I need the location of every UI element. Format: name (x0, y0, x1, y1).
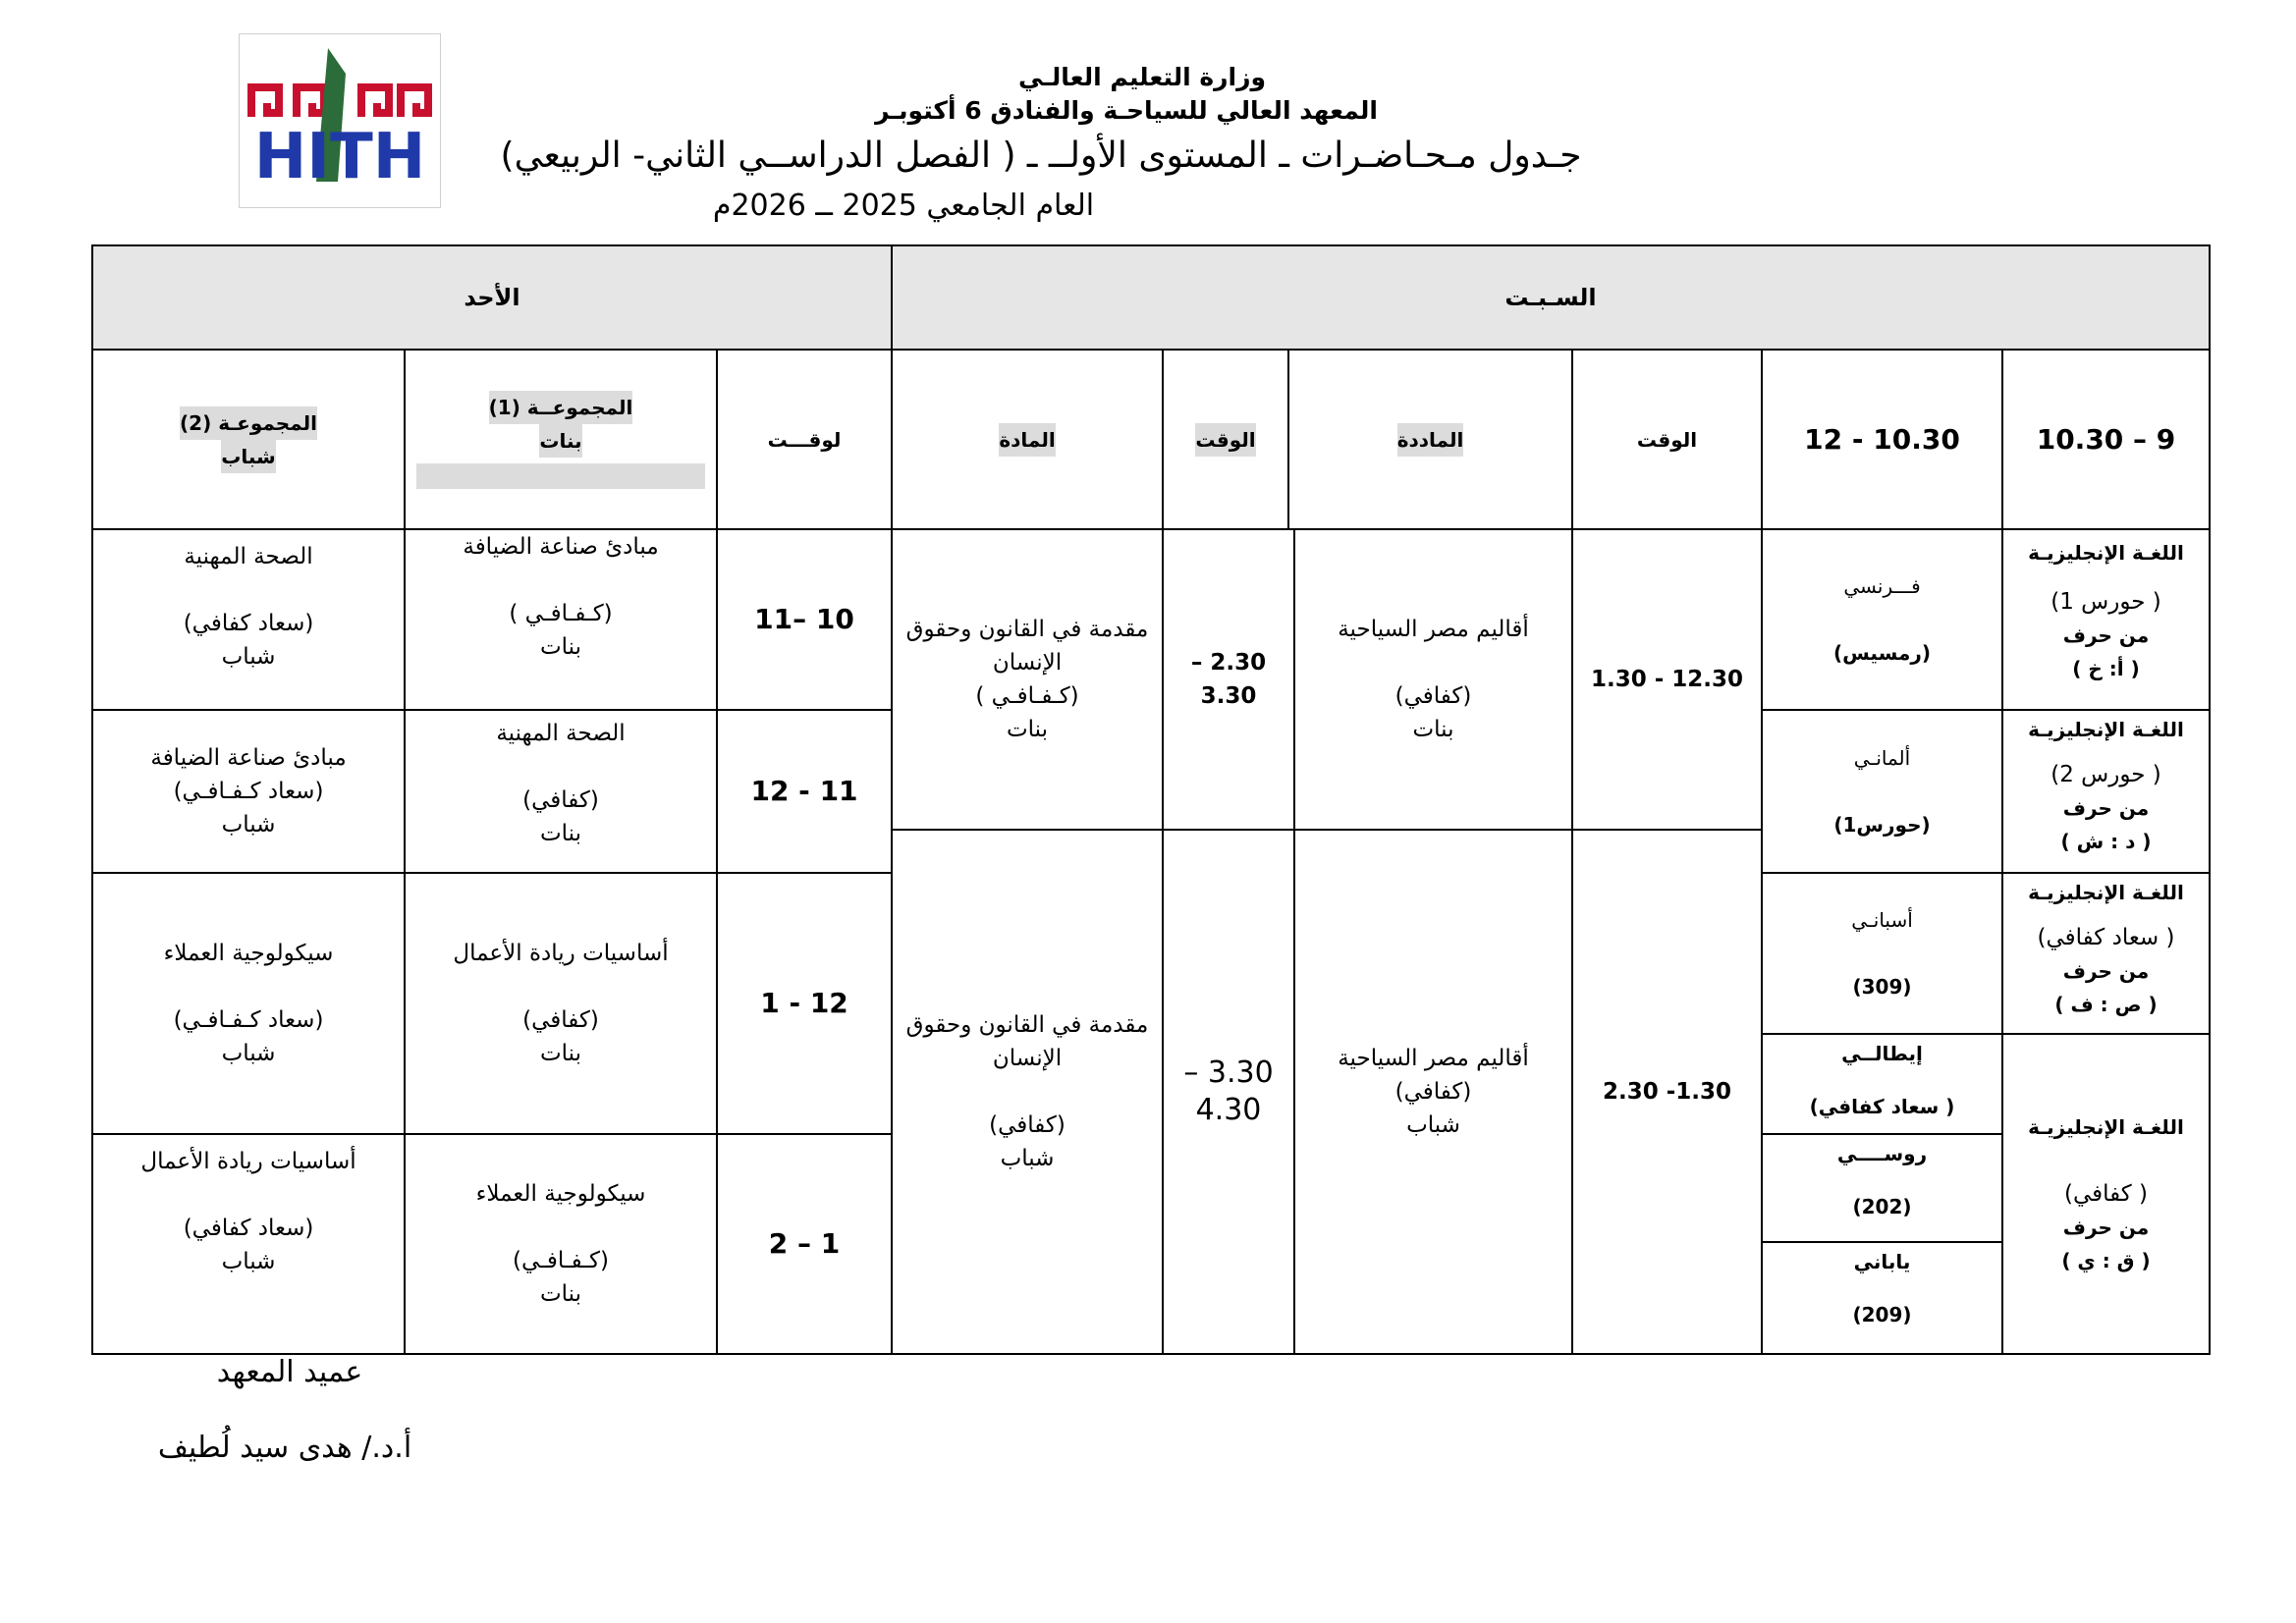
language-room: (309) (1852, 975, 1912, 999)
language-cell-japanese (1761, 1241, 2003, 1355)
course-room: (كـفـافـي) (513, 1248, 609, 1273)
group1-title: المجموعــة (1) (489, 391, 633, 424)
course-subject: مبادئ صناعة الضيافة (150, 745, 347, 771)
course-group: بنات (540, 1041, 582, 1066)
english-subject: اللغـة الإنجليزيـة (2028, 881, 2184, 904)
language-name: روســــي (1836, 1142, 1928, 1165)
course-subject: مقدمة في القانون وحقوق الإنسان (905, 617, 1149, 676)
course-room: (كفافي) (989, 1112, 1066, 1138)
language-room: (رمسيس) (1833, 641, 1931, 665)
english-course: ( سعاد كفافي) (2037, 925, 2175, 950)
institute-name: المعهد العالي للسياحـة والفنادق 6 أكتوبـر (875, 96, 1378, 125)
english-range-label: من حرف (2062, 796, 2150, 820)
sunday-row1-group1 (404, 528, 718, 711)
english-range-label: من حرف (2062, 1216, 2150, 1239)
sunday-row3-time: 12 - 1 (716, 872, 893, 1135)
ministry-name: وزارة التعليم العالـي (1017, 63, 1267, 91)
language-name: ياباني (1853, 1250, 1911, 1273)
english-subject: اللغـة الإنجليزيـة (2028, 541, 2184, 565)
group2-subtitle: شباب (221, 440, 275, 473)
sunday-row1-group2 (91, 528, 406, 711)
english-range: ( ق : ي ) (2061, 1249, 2151, 1272)
course-subject: أساسيات ريادة الأعمال (453, 941, 669, 966)
course-group: شباب (221, 1041, 276, 1066)
saturday-subject-header (1287, 349, 1573, 530)
subject-header-2-label: المادة (999, 423, 1055, 457)
dean-name: أ.د./ هدى سيد لُطيف (157, 1431, 412, 1465)
course-subject: أقاليم مصر السياحية (1338, 1046, 1529, 1071)
saturday-slot2-subject2 (891, 829, 1164, 1355)
group1-subtitle: بنات (539, 424, 581, 458)
language-cell-german (1761, 709, 2003, 874)
course-group: شباب (221, 644, 276, 670)
english-subject: اللغـة الإنجليزيـة (2028, 1115, 2184, 1139)
dean-title: عميد المعهد (216, 1355, 363, 1389)
language-cell-spanish (1761, 872, 2003, 1035)
course-group: بنات (540, 1281, 582, 1307)
english-subject: اللغـة الإنجليزيـة (2028, 718, 2184, 741)
course-group: بنات (540, 821, 582, 846)
sunday-row2-group2 (91, 709, 406, 874)
course-group: شباب (221, 812, 276, 838)
course-room: (سعاد كـفـافـي) (173, 779, 324, 804)
sunday-row4-group1 (404, 1133, 718, 1355)
english-cell-4 (2001, 1033, 2211, 1355)
language-room: (209) (1852, 1303, 1912, 1326)
course-room: (كفافي) (1394, 683, 1472, 709)
course-subject: سيكولوجية العملاء (475, 1181, 646, 1207)
language-name: أسبانـي (1851, 908, 1913, 932)
saturday-slot1-time2: 2.30 – 3.30 (1162, 528, 1295, 831)
course-room: (سعاد كـفـافـي) (173, 1007, 324, 1033)
language-room: (حورس1) (1833, 813, 1931, 837)
sunday-row3-group1 (404, 872, 718, 1135)
highlight-bar (416, 463, 705, 489)
course-group: بنات (540, 634, 582, 660)
language-room: (202) (1852, 1195, 1912, 1218)
subject-header-label: الماددة (1397, 423, 1464, 457)
course-group: شباب (1000, 1146, 1055, 1171)
english-cell-3 (2001, 872, 2211, 1035)
course-group: شباب (1406, 1112, 1460, 1138)
english-range-label: من حرف (2062, 623, 2150, 647)
course-subject: الصحة المهنية (184, 544, 313, 569)
page-title: جـدول مـحـاضـرات ـ المستوى الأولــ ـ ( الفصل الدراســي الثاني- الربيعي) (500, 135, 1582, 176)
language-name: ألمانـي (1853, 746, 1911, 770)
sunday-row2-time: 11 - 12 (716, 709, 893, 874)
course-group: بنات (1412, 717, 1454, 742)
group2-title: المجموعـة (2) (180, 406, 317, 440)
english-cell-1 (2001, 528, 2211, 711)
language-name: إيطالــي (1841, 1042, 1923, 1065)
language-cell-russian (1761, 1133, 2003, 1243)
saturday-slot1-subject (1293, 528, 1573, 831)
language-room: ( سعاد كفافي) (1809, 1095, 1955, 1118)
day-header-sunday: الأحد (91, 244, 893, 351)
course-room: (سعاد كفافي) (183, 611, 314, 636)
course-group: بنات (1007, 717, 1049, 742)
sunday-row3-group2 (91, 872, 406, 1135)
english-course: ( كفافي) (2064, 1181, 2149, 1207)
sunday-row4-group2 (91, 1133, 406, 1355)
hith-logo-icon (239, 33, 441, 208)
course-room: (كـفـافـي ) (975, 683, 1079, 709)
english-range-label: من حرف (2062, 959, 2150, 983)
language-name: فـــرنسي (1843, 574, 1921, 598)
day-header-saturday: السـبـت (891, 244, 2211, 351)
course-room: (سعاد كفافي) (183, 1216, 314, 1241)
english-range: ( ص : ف ) (2054, 993, 2158, 1016)
time-header-2-label: الوقت (1195, 423, 1255, 457)
sunday-row2-group1 (404, 709, 718, 874)
saturday-time-header-2 (1162, 349, 1289, 530)
sunday-row4-time: 1 – 2 (716, 1133, 893, 1355)
course-room: (كفافي) (522, 1007, 599, 1033)
language-cell-french (1761, 528, 2003, 711)
english-course: ( حورس 2) (2050, 762, 2161, 787)
course-subject: سيكولوجية العملاء (163, 941, 334, 966)
institution-header (875, 61, 1378, 128)
course-subject: مبادئ صناعة الضيافة (463, 534, 659, 560)
logo-text: HITH (253, 121, 426, 193)
saturday-slot2-subject (1293, 829, 1573, 1355)
sunday-row1-time: 10 –11 (716, 528, 893, 711)
course-group: شباب (221, 1249, 276, 1274)
academic-year: العام الجامعي 2025 ــ 2026م (712, 189, 1095, 223)
course-subject: الصحة المهنية (496, 721, 626, 746)
course-room: (كفافي) (522, 787, 599, 813)
english-range: ( د : ش ) (2060, 830, 2152, 853)
saturday-slot-1-time: 9 – 10.30 (2001, 349, 2211, 530)
saturday-slot2-time: 1.30- 2.30 (1571, 829, 1763, 1355)
sunday-group2-header (91, 349, 406, 530)
saturday-slot1-time: 12.30 - 1.30 (1571, 528, 1763, 831)
saturday-slot2-time2: 3.30 – 4.30 (1162, 829, 1295, 1355)
course-room: (كـفـافـي ) (509, 601, 613, 626)
course-room: (كفافي) (1394, 1079, 1472, 1105)
saturday-time-header: الوقت (1571, 349, 1763, 530)
english-cell-2 (2001, 709, 2211, 874)
sunday-group1-header (404, 349, 718, 530)
english-range: ( أ: خ ) (2072, 657, 2140, 680)
course-subject: أساسيات ريادة الأعمال (140, 1149, 356, 1174)
course-subject: أقاليم مصر السياحية (1338, 617, 1529, 642)
saturday-slot1-subject2 (891, 528, 1164, 831)
english-course: ( حورس 1) (2050, 589, 2161, 615)
saturday-slot-2-time: 10.30 - 12 (1761, 349, 2003, 530)
saturday-subject-header-2 (891, 349, 1164, 530)
logo-graphic (240, 34, 440, 207)
sunday-time-header: لوقـــت (716, 349, 893, 530)
course-subject: مقدمة في القانون وحقوق الإنسان (905, 1012, 1149, 1071)
language-cell-italian (1761, 1033, 2003, 1135)
